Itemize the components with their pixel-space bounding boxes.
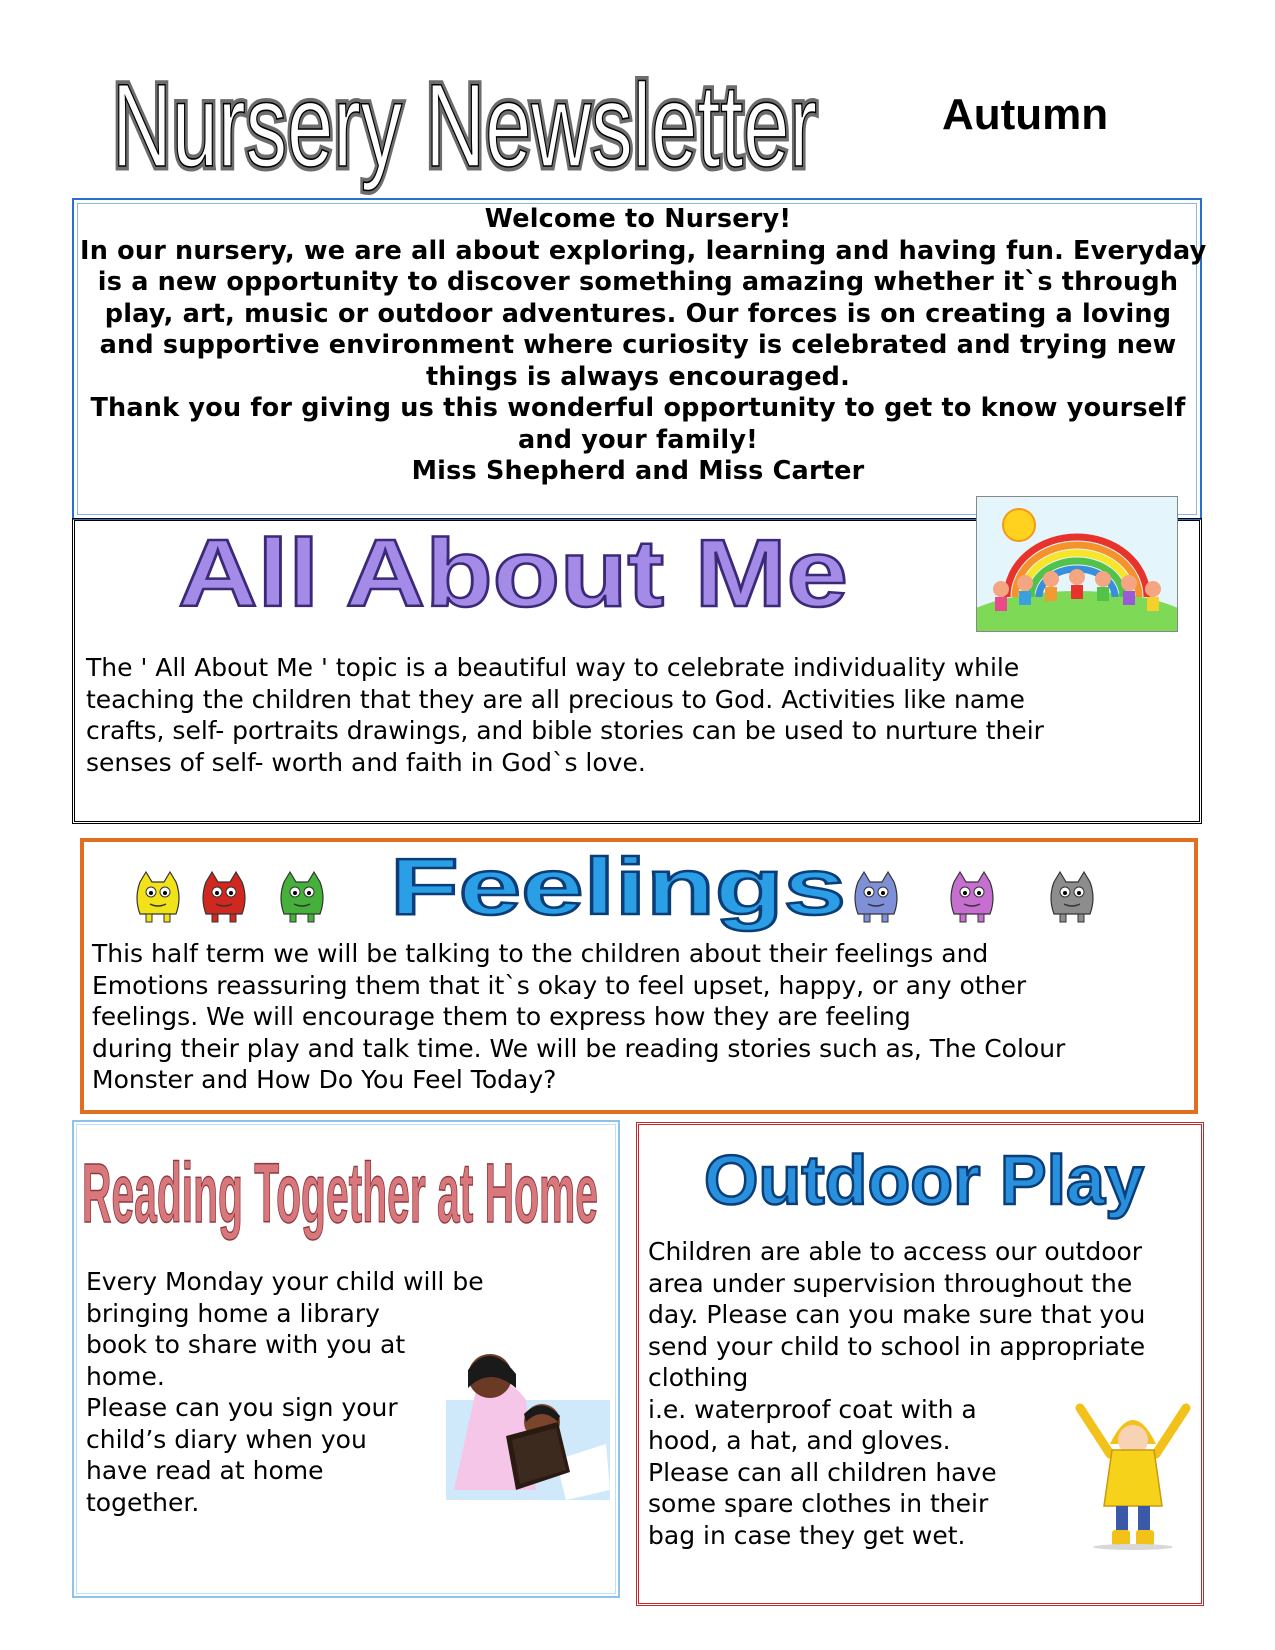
outdoor-line: hood, a hat, and gloves. <box>648 1426 951 1455</box>
welcome-signature: Miss Shepherd and Miss Carter <box>411 456 865 486</box>
reading-line: bringing home a library <box>86 1298 380 1328</box>
reading-heading <box>80 1138 610 1256</box>
feelings-heading <box>386 846 856 936</box>
outdoor-play-heading <box>700 1138 1160 1228</box>
newsletter-title-text: Nursery Newsletter <box>112 62 817 192</box>
red-monster-icon <box>196 868 252 924</box>
reading-line: Every Monday your child will be <box>86 1267 484 1296</box>
outdoor-line: some spare clothes in their <box>648 1489 989 1518</box>
feelings-line: Emotions reassuring them that it`s okay to feel upset, happy, or any other <box>92 970 1027 1000</box>
outdoor-line: day. Please can you make sure that you <box>648 1300 1146 1329</box>
outdoor-line: Children are able to access our outdoor <box>648 1237 1143 1266</box>
welcome-line: and supportive environment where curiosity is celebrated and trying new <box>99 330 1177 360</box>
outdoor-line: Please can all children have <box>648 1457 997 1487</box>
about-line: The ' All About Me ' topic is a beautiful way to celebrate individuality while <box>86 653 1020 682</box>
reading-line: book to share with you at <box>86 1330 406 1359</box>
reading-line: child’s diary when you <box>86 1424 367 1454</box>
feelings-heading-text: Feelings <box>390 846 846 931</box>
reading-line: together. <box>86 1487 200 1517</box>
welcome-line: and your family! <box>517 424 759 455</box>
feelings-line: feelings. We will encourage them to express how they are feeling <box>92 1002 911 1031</box>
reading-heading-text: Reading Together at Home <box>82 1146 598 1240</box>
season-label: Autumn <box>942 90 1109 139</box>
yellow-monster-icon <box>130 868 186 924</box>
child-raincoat-picture <box>1070 1394 1196 1550</box>
about-line: crafts, self- portraits drawings, and bible stories can be used to nurture their <box>86 716 1044 745</box>
pink-monster-icon <box>944 868 1000 924</box>
welcome-line: things is always encouraged. <box>425 361 851 392</box>
welcome-line: Welcome to Nursery! <box>484 204 792 234</box>
welcome-message <box>80 204 1207 488</box>
rainbow-children-picture <box>976 496 1178 632</box>
reading-line: have read at home <box>86 1456 324 1485</box>
reading-line: Please can you sign your <box>86 1393 398 1422</box>
grey-monster-icon <box>1044 868 1100 924</box>
about-line: teaching the children that they are all precious to God. Activities like name <box>86 684 1025 714</box>
mother-reading-picture <box>446 1340 610 1500</box>
about-line: senses of self- worth and faith in God`s love. <box>86 747 646 777</box>
welcome-line: In our nursery, we are all about exploring, learning and having fun. Everyday <box>80 235 1207 266</box>
welcome-line: is a new opportunity to discover something amazing whether it`s through <box>97 267 1179 297</box>
outdoor-line: i.e. waterproof coat with a <box>648 1394 977 1424</box>
all-about-me-heading-text: All About Me <box>178 520 848 620</box>
feelings-line: during their play and talk time. We will be reading stories such as, The Colour <box>92 1033 1066 1063</box>
feelings-line: Monster and How Do You Feel Today? <box>92 1065 557 1094</box>
welcome-line: play, art, music or outdoor adventures. Our forces is on creating a loving <box>104 298 1172 329</box>
outdoor-line: clothing <box>648 1363 749 1392</box>
reading-line: home. <box>86 1361 165 1391</box>
all-about-me-body <box>86 652 1186 778</box>
all-about-me-heading <box>172 520 892 620</box>
outdoor-line: bag in case they get wet. <box>648 1520 966 1550</box>
outdoor-line: send your child to school in appropriate <box>648 1331 1146 1361</box>
outdoor-play-heading-text: Outdoor Play <box>704 1141 1145 1219</box>
outdoor-line: area under supervision throughout the <box>648 1268 1133 1298</box>
green-monster-icon <box>274 868 330 924</box>
blue-monster-icon <box>848 868 904 924</box>
welcome-line: Thank you for giving us this wonderful opportunity to get to know yourself <box>90 393 1186 423</box>
newsletter-title-outline: Nursery Newsletter <box>112 62 817 192</box>
feelings-line: This half term we will be talking to the children about their feelings and <box>92 939 989 968</box>
newsletter-title <box>112 62 872 212</box>
feelings-body <box>92 938 1192 1096</box>
